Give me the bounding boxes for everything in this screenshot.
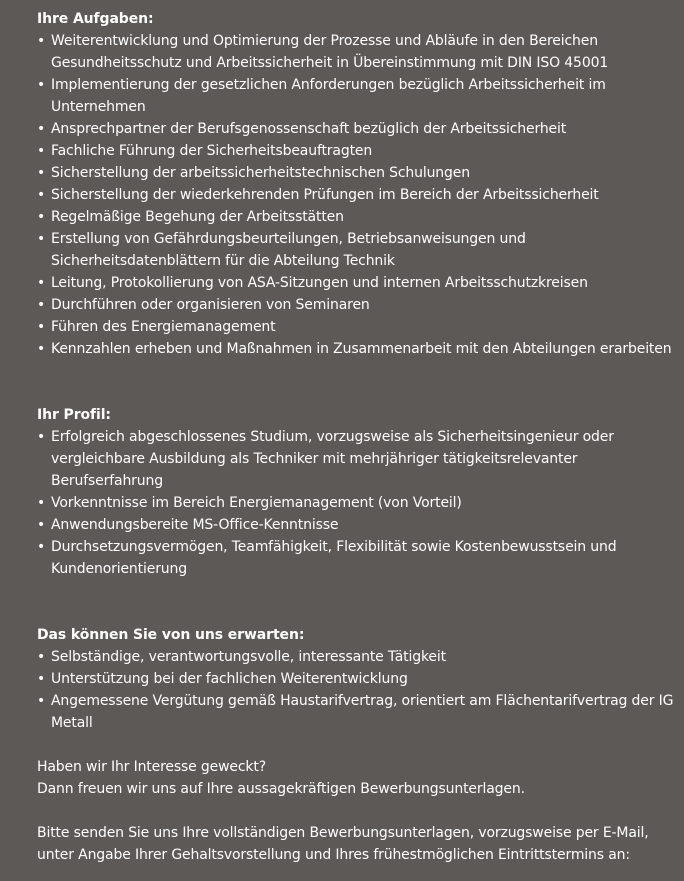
aufgaben-heading: Ihre Aufgaben:: [37, 11, 154, 27]
bullet-icon: •: [37, 429, 46, 445]
bullet-icon: •: [37, 671, 46, 687]
bullet-icon: •: [37, 187, 46, 203]
list-item: • Sicherstellung der arbeitssicherheitstechnischen Schulungen: [37, 162, 677, 184]
list-item: • Selbständige, verantwortungsvolle, interessante Tätigkeit: [37, 646, 677, 668]
bullet-icon: •: [37, 495, 46, 511]
bullet-icon: •: [37, 275, 46, 291]
erwartungen-list: [37, 646, 677, 734]
list-item: • Angemessene Vergütung gemäß Haustarifvertrag, orientiert am Flächentarifvertrag der IG Metall: [37, 690, 677, 734]
bullet-icon: •: [37, 165, 46, 181]
list-item: • Erstellung von Gefährdungsbeurteilungen, Betriebsanweisungen und Sicherheitsdatenblättern für die Abteilung Technik: [37, 228, 677, 272]
bullet-icon: •: [37, 649, 46, 665]
list-item: • Durchführen oder organisieren von Seminaren: [37, 294, 677, 316]
list-item: • Unterstützung bei der fachlichen Weiterentwicklung: [37, 668, 677, 690]
aufgaben-list: [37, 30, 677, 360]
list-item: • Leitung, Protokollierung von ASA-Sitzungen und internen Arbeitsschutzkreisen: [37, 272, 677, 294]
list-item: • Kennzahlen erheben und Maßnahmen in Zusammenarbeit mit den Abteilungen erarbeiten: [37, 338, 677, 360]
list-item: • Erfolgreich abgeschlossenes Studium, vorzugsweise als Sicherheitsingenieur oder vergleichbare Ausbildung als Techniker mit mehrjähriger tätigkeitsrelevanter Berufserfahrung: [37, 426, 677, 492]
bullet-icon: •: [37, 77, 46, 93]
erwartungen-heading: Das können Sie von uns erwarten:: [37, 627, 305, 643]
bullet-icon: •: [37, 341, 46, 357]
bullet-icon: •: [37, 693, 46, 709]
section-spacer: [37, 800, 677, 822]
list-item: • Implementierung der gesetzlichen Anforderungen bezüglich Arbeitssicherheit im Unternehmen: [37, 74, 677, 118]
list-item: • Führen des Energiemanagement: [37, 316, 677, 338]
job-description: [37, 8, 677, 866]
list-item: • Sicherstellung der wiederkehrenden Prüfungen im Bereich der Arbeitssicherheit: [37, 184, 677, 206]
bullet-icon: •: [37, 297, 46, 313]
interesse-line-1: Haben wir Ihr Interesse geweckt?: [37, 759, 266, 775]
bullet-icon: •: [37, 517, 46, 533]
bullet-icon: •: [37, 209, 46, 225]
list-item: • Fachliche Führung der Sicherheitsbeauftragten: [37, 140, 677, 162]
list-item: • Vorkenntnisse im Bereich Energiemanagement (von Vorteil): [37, 492, 677, 514]
bullet-icon: •: [37, 121, 46, 137]
list-item: • Durchsetzungsvermögen, Teamfähigkeit, Flexibilität sowie Kostenbewusstsein und Kundenorientierung: [37, 536, 677, 580]
profil-list: [37, 426, 677, 580]
section-spacer: [37, 360, 677, 404]
list-item: • Regelmäßige Begehung der Arbeitsstätten: [37, 206, 677, 228]
list-item: • Ansprechpartner der Berufsgenossenschaft bezüglich der Arbeitssicherheit: [37, 118, 677, 140]
bewerbung-line-1: Bitte senden Sie uns Ihre vollständigen Bewerbungsunterlagen, vorzugsweise per E-Mail,: [37, 825, 649, 841]
bullet-icon: •: [37, 231, 46, 247]
bullet-icon: •: [37, 319, 46, 335]
list-item: • Weiterentwicklung und Optimierung der Prozesse und Abläufe in den Bereichen Gesundheitsschutz und Arbeitssicherheit in Übereinstimmung mit DIN ISO 45001: [37, 30, 677, 74]
bullet-icon: •: [37, 143, 46, 159]
bullet-icon: •: [37, 33, 46, 49]
interesse-line-2: Dann freuen wir uns auf Ihre aussagekräftigen Bewerbungsunterlagen.: [37, 781, 525, 797]
profil-heading: Ihr Profil:: [37, 407, 111, 423]
bewerbung-line-2: unter Angabe Ihrer Gehaltsvorstellung und Ihres frühestmöglichen Eintrittstermins an:: [37, 847, 630, 863]
section-spacer: [37, 580, 677, 624]
list-item: • Anwendungsbereite MS-Office-Kenntnisse: [37, 514, 677, 536]
section-spacer: [37, 734, 677, 756]
bullet-icon: •: [37, 539, 46, 555]
